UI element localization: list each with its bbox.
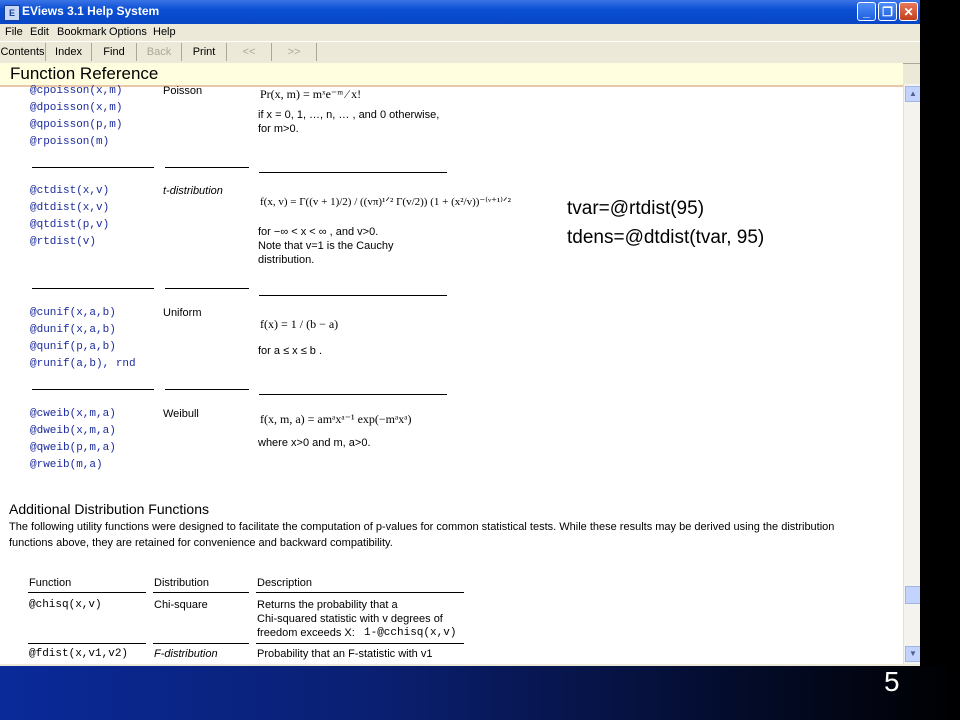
table-header-distribution: Distribution: [154, 577, 210, 589]
section-heading: Additional Distribution Functions: [9, 501, 209, 517]
toolbar: [0, 41, 920, 64]
function-link[interactable]: @cpoisson(x,m): [30, 85, 123, 97]
formula-note: Note that v=1 is the Cauchy: [258, 240, 394, 252]
formula: f(x, m, a) = amᵃxᵃ⁻¹ exp(−mᵃxᵃ): [260, 412, 412, 426]
distribution-name: t-distribution: [163, 185, 223, 197]
function-link[interactable]: @dweib(x,m,a): [30, 425, 116, 437]
contents-button[interactable]: Contents: [0, 43, 46, 61]
menu-help[interactable]: Help: [153, 26, 176, 38]
divider: [259, 394, 447, 395]
slide-number: 5: [884, 666, 900, 697]
formula-note: where x>0 and m, a>0.: [258, 437, 371, 449]
function-link[interactable]: @dunif(x,a,b): [30, 324, 116, 336]
formula: f(x, v) = Γ((v + 1)/2) / ((vπ)¹ᐟ² Γ(v/2)) (1 + (x²/v))⁻⁽ᵛ⁺¹⁾ᐟ²: [260, 196, 511, 208]
index-button[interactable]: Index: [46, 43, 92, 61]
distribution-name: Uniform: [163, 307, 202, 319]
find-button[interactable]: Find: [92, 43, 137, 61]
distribution-name: Weibull: [163, 408, 199, 420]
divider: [256, 643, 464, 644]
function-link[interactable]: @rtdist(v): [30, 236, 97, 248]
previous-topic-button[interactable]: <<: [227, 43, 272, 61]
divider: [32, 288, 154, 289]
scroll-down-arrow-icon[interactable]: ▼: [905, 646, 920, 662]
menu-bar: [0, 24, 920, 41]
divider: [165, 167, 249, 168]
paragraph-line: The following utility functions were designed to facilitate the computation of p-values for common statistical tests. While these results may be derived using the distribution: [9, 521, 835, 533]
table-row-description: freedom exceeds X:: [257, 627, 355, 639]
table-row-description: Chi-squared statistic with v degrees of: [257, 613, 443, 625]
table-row-distribution: F-distribution: [154, 648, 218, 660]
table-row-function: @fdist(x,v1,v2): [29, 648, 129, 660]
formula-note: for −∞ < x < ∞ , and v>0.: [258, 226, 379, 238]
function-link[interactable]: @cunif(x,a,b): [30, 307, 116, 319]
formula: Pr(x, m) = mˣe⁻ᵐ ∕ x!: [260, 87, 362, 101]
divider: [153, 592, 249, 593]
function-link[interactable]: @qpoisson(p,m): [30, 119, 123, 131]
divider: [165, 389, 249, 390]
divider: [165, 288, 249, 289]
divider: [259, 295, 447, 296]
formula-note: for m>0.: [258, 123, 299, 135]
help-content: [0, 63, 903, 664]
menu-edit[interactable]: Edit: [30, 26, 49, 38]
formula-note: distribution.: [258, 254, 315, 266]
menu-options[interactable]: Options: [109, 26, 147, 38]
function-link[interactable]: @rweib(m,a): [30, 459, 103, 471]
divider: [32, 389, 154, 390]
page-header: [0, 63, 903, 87]
distribution-name: Poisson: [163, 85, 203, 97]
function-link[interactable]: @qunif(p,a,b): [30, 341, 116, 353]
paragraph-line: functions above, they are retained for convenience and backward compatibility.: [9, 537, 393, 549]
page-title: Function Reference: [10, 64, 159, 83]
function-link[interactable]: @ctdist(x,v): [30, 185, 110, 197]
divider: [256, 592, 464, 593]
window-title: EViews 3.1 Help System: [22, 4, 160, 18]
scrollbar-thumb[interactable]: [905, 586, 920, 604]
slide-footer-band: [0, 666, 960, 720]
formula-note: if x = 0, 1, …, n, … , and 0 otherwise,: [258, 109, 440, 121]
overlay-command: tdens=@dtdist(tvar, 95): [567, 227, 765, 248]
function-link[interactable]: @rpoisson(m): [30, 136, 110, 148]
menu-file[interactable]: File: [5, 26, 23, 38]
divider: [32, 167, 154, 168]
divider: [28, 643, 146, 644]
overlay-command: tvar=@rtdist(95): [567, 198, 705, 219]
vertical-scrollbar[interactable]: [903, 84, 920, 664]
divider: [259, 172, 447, 173]
scroll-up-arrow-icon[interactable]: ▲: [905, 86, 920, 102]
formula-note: for a ≤ x ≤ b .: [258, 345, 323, 357]
divider: [153, 643, 249, 644]
function-link[interactable]: @qweib(p,m,a): [30, 442, 116, 454]
close-button[interactable]: ✕: [899, 2, 918, 21]
minimize-button[interactable]: _: [857, 2, 876, 21]
function-link[interactable]: @dtdist(x,v): [30, 202, 110, 214]
menu-bookmark[interactable]: Bookmark: [57, 26, 107, 38]
table-row-distribution: Chi-square: [154, 599, 208, 611]
function-link[interactable]: @qtdist(p,v): [30, 219, 110, 231]
app-icon: E: [4, 5, 20, 21]
function-link[interactable]: @runif(a,b), rnd: [30, 358, 136, 370]
back-button[interactable]: Back: [137, 43, 182, 61]
function-link[interactable]: @cweib(x,m,a): [30, 408, 116, 420]
slide-side-strip: [920, 0, 960, 666]
divider: [28, 592, 146, 593]
table-row-description: Probability that an F-statistic with v1: [257, 648, 433, 660]
print-button[interactable]: Print: [182, 43, 227, 61]
next-topic-button[interactable]: >>: [272, 43, 317, 61]
table-row-code: 1-@cchisq(x,v): [364, 627, 457, 639]
table-header-description: Description: [257, 577, 313, 589]
title-bar: [0, 0, 920, 24]
table-row-description: Returns the probability that a: [257, 599, 398, 611]
formula: f(x) = 1 / (b − a): [260, 317, 339, 331]
function-link[interactable]: @dpoisson(x,m): [30, 102, 123, 114]
maximize-button[interactable]: ❐: [878, 2, 897, 21]
table-header-function: Function: [29, 577, 72, 589]
table-row-function: @chisq(x,v): [29, 599, 102, 611]
